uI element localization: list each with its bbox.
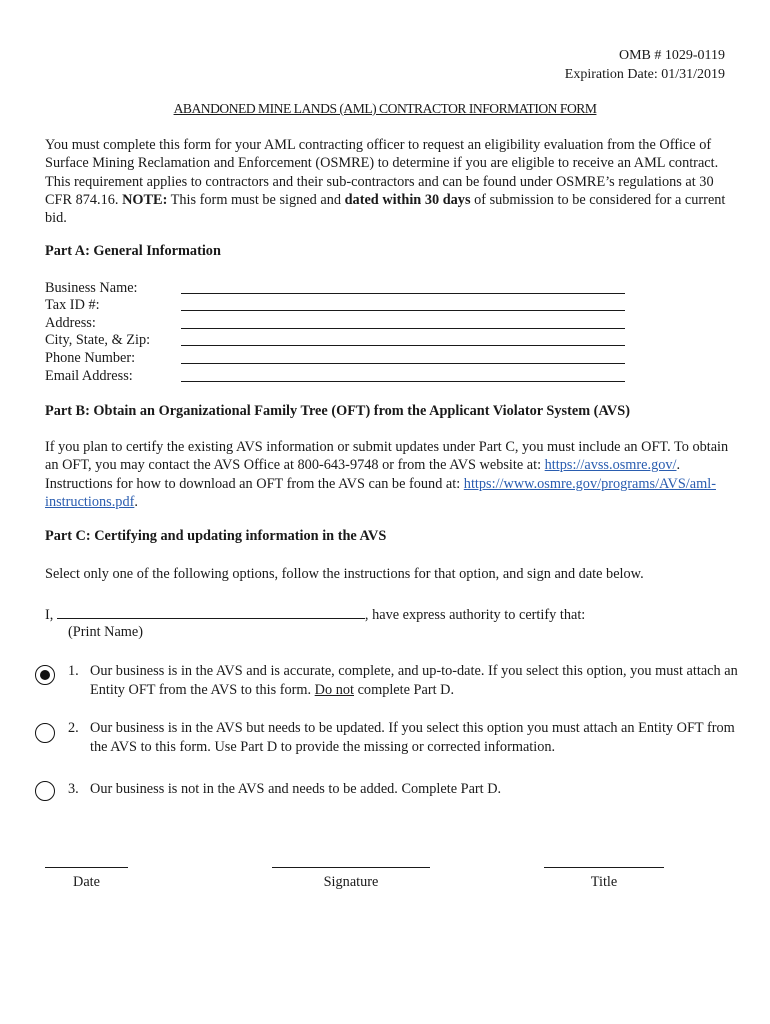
tax-id-label: Tax ID #: [45,297,100,313]
part-c-heading: Part C: Certifying and updating information in the AVS [45,528,387,544]
intro-text-1: You must complete this form for your AML contracting officer to request an eligibility evaluation from the Office of Surface Mining Reclamation and Enforcement (OSMRE) to determine if you are eligible to receive an AML contract. This requirement applies to contractors and their sub-contractors and can be found under OSMRE’s regulations at 30 CFR 874.16. [45,137,719,208]
date-line[interactable] [45,867,128,868]
phone-row [45,349,625,367]
certify-prefix: I, [45,607,57,623]
email-field[interactable] [181,381,625,382]
date-label: Date [73,874,100,890]
signature-label: Signature [323,874,379,890]
part-c-instruction: Select only one of the following options, follow the instructions for that option, and sign and date below. [45,566,644,582]
part-b-text-3: . [134,493,138,510]
option-1 [68,662,738,700]
part-b-text-2: . Instructions for how to download an OFT from the AVS can be found at: [45,457,681,492]
deadline-text: dated within 30 days [344,191,471,208]
omb-block [565,46,725,84]
city-state-zip-row [45,331,625,349]
part-b-text-1: If you plan to certify the existing AVS information or submit updates under Part C, you must include an OFT. To obtain an OFT, you may contact the AVS Office at 800-643-9748 or from the AVS website at: [45,439,729,474]
city-state-zip-field[interactable] [181,345,625,346]
option-1-text-a: Our business is in the AVS and is accurate, complete, and up-to-date. If you select this option, you must attach an Entity OFT from the AVS to this form. [90,663,738,698]
email-row [45,367,625,385]
aml-instructions-link[interactable]: https://www.osmre.gov/programs/AVS/aml-instructions.pdf [45,475,716,510]
tax-id-row [45,296,625,314]
option-3-text: Our business is not in the AVS and needs to be added. Complete Part D. [90,781,502,797]
phone-field[interactable] [181,363,625,364]
intro-paragraph [45,136,735,227]
omb-number: OMB # 1029-0119 [618,48,725,63]
option-3 [68,780,738,799]
address-label: Address: [45,315,96,331]
option-2-radio[interactable] [35,723,55,743]
print-name-label: (Print Name) [68,624,144,640]
radio-selected-dot [40,670,50,680]
tax-id-field[interactable] [181,310,625,311]
address-row [45,314,625,332]
option-2-text: Our business is in the AVS but needs to be updated. If you select this option you must attach an Entity OFT from the AVS to this form. Use Part D to provide the missing or corrected information. [90,720,735,755]
intro-text-2: This form must be signed and [167,191,345,208]
option-3-radio[interactable] [35,781,55,801]
option-1-text-b: complete Part D. [354,682,455,698]
option-3-number: 3. [68,781,79,797]
certify-statement [45,604,585,624]
title-line[interactable] [544,867,664,868]
option-1-radio[interactable] [35,665,55,685]
option-1-do-not: Do not [314,682,354,698]
address-field[interactable] [181,328,625,329]
part-b-paragraph [45,438,735,511]
phone-label: Phone Number: [45,350,136,366]
part-a-heading: Part A: General Information [45,243,221,259]
option-2-number: 2. [68,720,79,736]
city-state-zip-label: City, State, & Zip: [45,332,151,348]
note-label: NOTE: [122,191,168,208]
business-name-label: Business Name: [45,280,138,296]
avs-website-link[interactable]: https://avss.osmre.gov/ [544,457,677,474]
form-title: ABANDONED MINE LANDS (AML) CONTRACTOR INFORMATION FORM [173,101,597,116]
option-2 [68,719,738,757]
certify-suffix: , have express authority to certify that: [364,607,586,623]
expiration-date: Expiration Date: 01/31/2019 [564,67,725,82]
business-name-row [45,279,625,297]
business-name-field[interactable] [181,293,625,294]
title-label: Title [590,874,618,890]
signature-line[interactable] [272,867,430,868]
part-b-heading: Part B: Obtain an Organizational Family Tree (OFT) from the Applicant Violator System (AVS) [45,403,630,419]
email-label: Email Address: [45,368,133,384]
intro-text-3: of submission to be considered for a current bid. [45,191,726,227]
option-1-number: 1. [68,663,79,679]
print-name-field[interactable] [57,604,365,619]
